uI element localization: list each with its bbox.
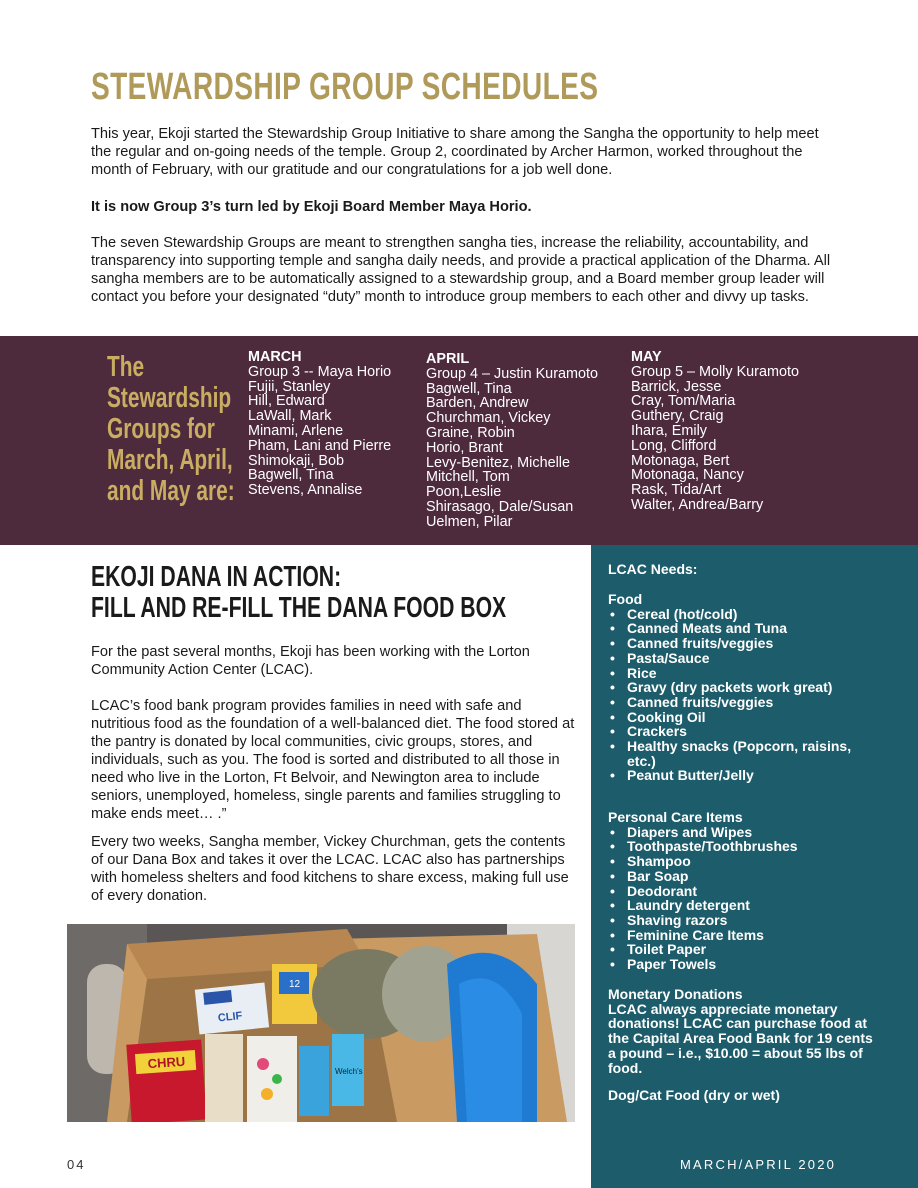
member-name: Barden, Andrew: [426, 395, 529, 412]
list-item: • Laundry detergent: [608, 898, 798, 913]
member-name: Poon,Leslie: [426, 484, 502, 501]
member-name: Minami, Arlene: [248, 422, 344, 439]
list-item: • Shaving razors: [608, 913, 798, 928]
member-name: Pham, Lani and Pierre: [248, 437, 392, 454]
group-leader: Group 5 – Molly Kuramoto: [631, 363, 799, 380]
monetary-text: LCAC always appreciate monetary donations! LCAC can purchase food at the Capital Area Food Bank for 19 cents a pound – i.e., $10.00 = about 55 lbs of food.: [608, 1000, 873, 1076]
member-list: [631, 380, 799, 513]
member-name: Fujii, Stanley: [248, 378, 331, 395]
member-name: Horio, Brant: [426, 439, 503, 456]
band-heading-line: Groups for: [107, 413, 215, 445]
page-number: 04: [67, 1157, 86, 1172]
group-leader: Group 4 – Justin Kuramoto: [426, 365, 598, 382]
article-heading-line: EKOJI DANA IN ACTION:: [91, 561, 342, 593]
list-item: • Feminine Care Items: [608, 928, 798, 943]
food-title: Food: [608, 591, 643, 607]
list-item: • Toothpaste/Toothbrushes: [608, 839, 798, 854]
band-heading-line: March, April,: [107, 444, 233, 476]
photo-label: CLIF: [217, 1010, 243, 1025]
list-item: • Canned Meats and Tuna: [608, 621, 878, 636]
list-item: • Deodorant: [608, 884, 798, 899]
list-item: • Cooking Oil: [608, 710, 878, 725]
list-item: • Crackers: [608, 724, 878, 739]
band-heading: [107, 352, 235, 507]
photo-label: Welch's: [335, 1067, 363, 1076]
monetary-title: Monetary Donations: [608, 986, 743, 1002]
month-name: MAY: [631, 349, 662, 365]
member-name: LaWall, Mark: [248, 408, 332, 425]
article-heading-line: FILL AND RE-FILL THE DANA FOOD BOX: [91, 592, 507, 624]
list-item: • Peanut Butter/Jelly: [608, 768, 878, 783]
member-name: Barrick, Jesse: [631, 378, 722, 395]
member-name: Motonaga, Nancy: [631, 467, 744, 484]
list-item: • Bar Soap: [608, 869, 798, 884]
monetary-section: [608, 987, 878, 1075]
march-column: [248, 350, 391, 498]
april-column: [426, 352, 598, 530]
member-name: Walter, Andrea/Barry: [631, 496, 764, 513]
article-heading: [91, 562, 506, 624]
photo-label: 12: [289, 979, 301, 990]
list-item: • Healthy snacks (Popcorn, raisins, etc.): [608, 739, 878, 768]
intro-paragraph-3: The seven Stewardship Groups are meant to strengthen sangha ties, increase the reliability, accountability, and transparency into supporting temple and sangha daily needs, and provide a practical application of the Dharma. All sangha members are to be automatically assigned to a stewardship group, and a Board member group leader will contact you before your designated “duty” month to introduce group members to each other and divvy up tasks.: [91, 235, 831, 305]
member-name: Uelmen, Pilar: [426, 513, 513, 530]
list-item: • Rice: [608, 666, 878, 681]
member-name: Bagwell, Tina: [426, 380, 512, 397]
member-name: Shirasago, Dale/Susan: [426, 498, 574, 515]
personal-care-title: Personal Care Items: [608, 809, 743, 825]
article-paragraph-1: For the past several months, Ekoji has been working with the Lorton Community Action Center (LCAC).: [91, 644, 530, 678]
member-name: Churchman, Vickey: [426, 410, 551, 427]
band-heading-line: and May are:: [107, 475, 235, 507]
list-item: • Canned fruits/veggies: [608, 636, 878, 651]
list-item: • Toilet Paper: [608, 942, 798, 957]
article-paragraph-3: Every two weeks, Sangha member, Vickey Churchman, gets the contents of our Dana Box and takes it over the LCAC. LCAC also has partnerships with homeless shelters and food kitchens to share excess, making full use of every donation.: [91, 834, 569, 904]
list-item: • Shampoo: [608, 854, 798, 869]
member-name: Stevens, Annalise: [248, 482, 363, 499]
dana-food-box-photo: [67, 924, 575, 1122]
member-name: Hill, Edward: [248, 393, 325, 410]
food-box-illustration: [67, 924, 575, 1122]
member-name: Ihara, Emily: [631, 422, 707, 439]
food-list: [608, 607, 878, 783]
list-item: • Diapers and Wipes: [608, 825, 798, 840]
member-list: [248, 380, 391, 498]
personal-care-list: [608, 825, 798, 972]
member-name: Mitchell, Tom: [426, 469, 510, 486]
photo-label: CHRU: [147, 1053, 186, 1072]
food-section: [608, 592, 878, 783]
page-title: STEWARDSHIP GROUP SCHEDULES: [91, 66, 599, 108]
list-item: • Pasta/Sauce: [608, 651, 878, 666]
personal-care-section: [608, 810, 798, 972]
member-name: Graine, Robin: [426, 424, 515, 441]
band-heading-line: The: [107, 351, 145, 383]
member-name: Cray, Tom/Maria: [631, 393, 736, 410]
may-column: [631, 350, 799, 513]
article-paragraph-2: LCAC’s food bank program provides families in need with safe and nutritious food as the foundation of a well-balanced diet. The food stored at the pantry is donated by local communities, civic groups, stores, and individuals, such as you. The food is sorted and distributed to all those in need who live in the Lorton, Ft Belvoir, and Newington area to include seniors, unemployed, homeless, single parents and families struggling to make ends meet… .”: [91, 698, 575, 822]
member-name: Levy-Benitez, Michelle: [426, 454, 570, 471]
member-name: Rask, Tida/Art: [631, 482, 722, 499]
group-leader: Group 3 -- Maya Horio: [248, 363, 392, 380]
pet-food-note: Dog/Cat Food (dry or wet): [608, 1087, 780, 1103]
list-item: • Gravy (dry packets work great): [608, 680, 878, 695]
list-item: • Canned fruits/veggies: [608, 695, 878, 710]
band-heading-line: Stewardship: [107, 382, 232, 414]
member-name: Shimokaji, Bob: [248, 452, 344, 469]
member-name: Long, Clifford: [631, 437, 717, 454]
member-name: Bagwell, Tina: [248, 467, 334, 484]
month-name: MARCH: [248, 349, 302, 365]
issue-date: MARCH/APRIL 2020: [680, 1157, 837, 1172]
member-list: [426, 382, 598, 530]
list-item: • Cereal (hot/cold): [608, 607, 878, 622]
member-name: Motonaga, Bert: [631, 452, 730, 469]
member-name: Guthery, Craig: [631, 408, 724, 425]
sidebar-title: LCAC Needs:: [608, 561, 698, 577]
intro-paragraph-1: This year, Ekoji started the Stewardship Group Initiative to share among the Sangha the opportunity to help meet the regular and on-going needs of the temple. Group 2, coordinated by Archer Harmon, worked throughout the month of February, with our gratitude and our congratulations for a job well done.: [91, 126, 819, 178]
month-name: APRIL: [426, 351, 470, 367]
intro-paragraph-2: It is now Group 3’s turn led by Ekoji Board Member Maya Horio.: [91, 199, 532, 215]
list-item: • Paper Towels: [608, 957, 798, 972]
